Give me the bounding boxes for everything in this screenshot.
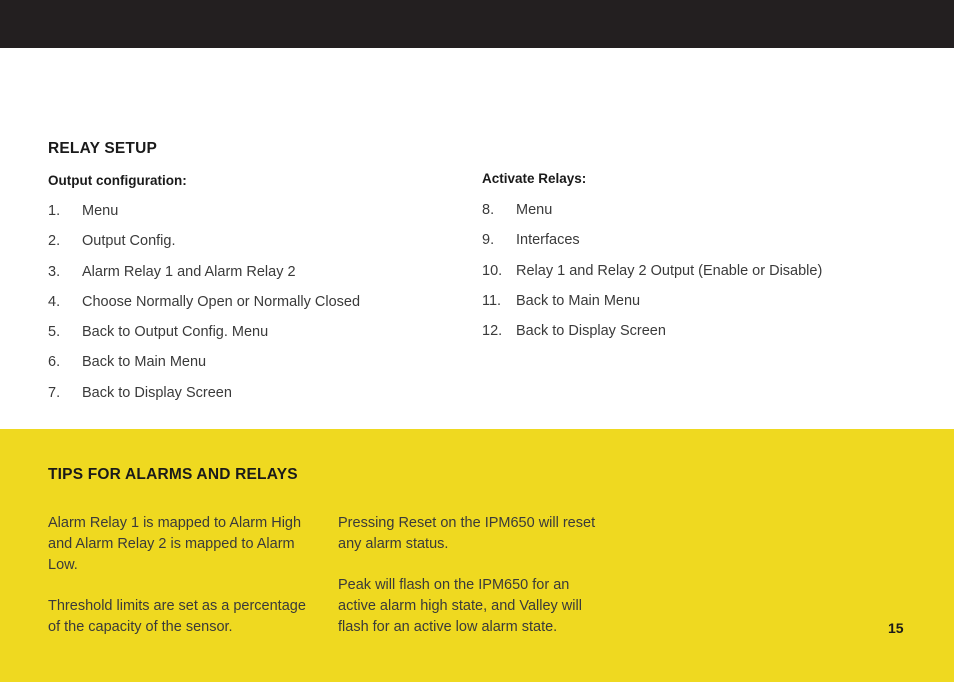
list-item-number: 4. (48, 293, 61, 310)
list-item-number: 1. (48, 203, 61, 219)
page-number: 15 (888, 620, 904, 636)
output-config-heading: Output configuration: (48, 173, 187, 188)
tip-paragraph: Pressing Reset on the IPM650 will reset any alarm status. (338, 515, 596, 552)
activate-relays-list (482, 201, 902, 352)
list-item-text: Back to Main Menu (516, 292, 641, 309)
list-item-number: 7. (48, 384, 61, 401)
list-item (482, 201, 902, 231)
list-item (48, 232, 448, 262)
section-title-tips: TIPS FOR ALARMS AND RELAYS (48, 466, 298, 483)
list-item (482, 262, 902, 292)
list-item (482, 322, 902, 352)
list-item-text: Output Config. (82, 233, 176, 250)
tip-paragraph: Peak will flash on the IPM650 for an active alarm high state, and Valley will flash for an active low alarm state. (338, 577, 582, 635)
list-item-text: Back to Output Config. Menu (82, 324, 269, 341)
activate-relays-heading: Activate Relays: (482, 171, 587, 186)
list-item-text: Choose Normally Open or Normally Closed (82, 293, 361, 310)
list-item (48, 384, 448, 414)
tip-paragraph: Alarm Relay 1 is mapped to Alarm High and Alarm Relay 2 is mapped to Alarm Low. (48, 515, 302, 573)
list-item-number: 2. (48, 233, 61, 250)
list-item-text: Back to Display Screen (516, 323, 666, 340)
section-title-relay-setup: RELAY SETUP (48, 140, 158, 157)
list-item (48, 323, 448, 353)
list-item (482, 231, 902, 261)
list-item-number: 3. (48, 263, 61, 280)
list-item-text: Back to Display Screen (82, 384, 232, 401)
list-item-text: Interfaces (516, 232, 580, 249)
list-item (48, 202, 448, 232)
list-item-number: 10. (482, 262, 503, 279)
list-item-text: Menu (82, 203, 119, 219)
list-item-text: Relay 1 and Relay 2 Output (Enable or Disable) (516, 262, 823, 279)
tip-paragraph: Threshold limits are set as a percentage of the capacity of the sensor. (48, 598, 306, 635)
list-item (482, 292, 902, 322)
output-config-list (48, 202, 448, 414)
list-item-text: Menu (516, 202, 553, 218)
list-item-number: 12. (482, 323, 503, 340)
list-item (48, 353, 448, 383)
list-item-number: 5. (48, 324, 61, 341)
list-item (48, 263, 448, 293)
list-item-number: 8. (482, 202, 495, 218)
list-item-number: 11. (482, 292, 502, 309)
list-item-number: 6. (48, 354, 61, 371)
list-item-text: Alarm Relay 1 and Alarm Relay 2 (82, 263, 296, 280)
list-item-text: Back to Main Menu (82, 354, 207, 371)
header-bar (0, 0, 954, 48)
list-item-number: 9. (482, 232, 495, 249)
list-item (48, 293, 448, 323)
